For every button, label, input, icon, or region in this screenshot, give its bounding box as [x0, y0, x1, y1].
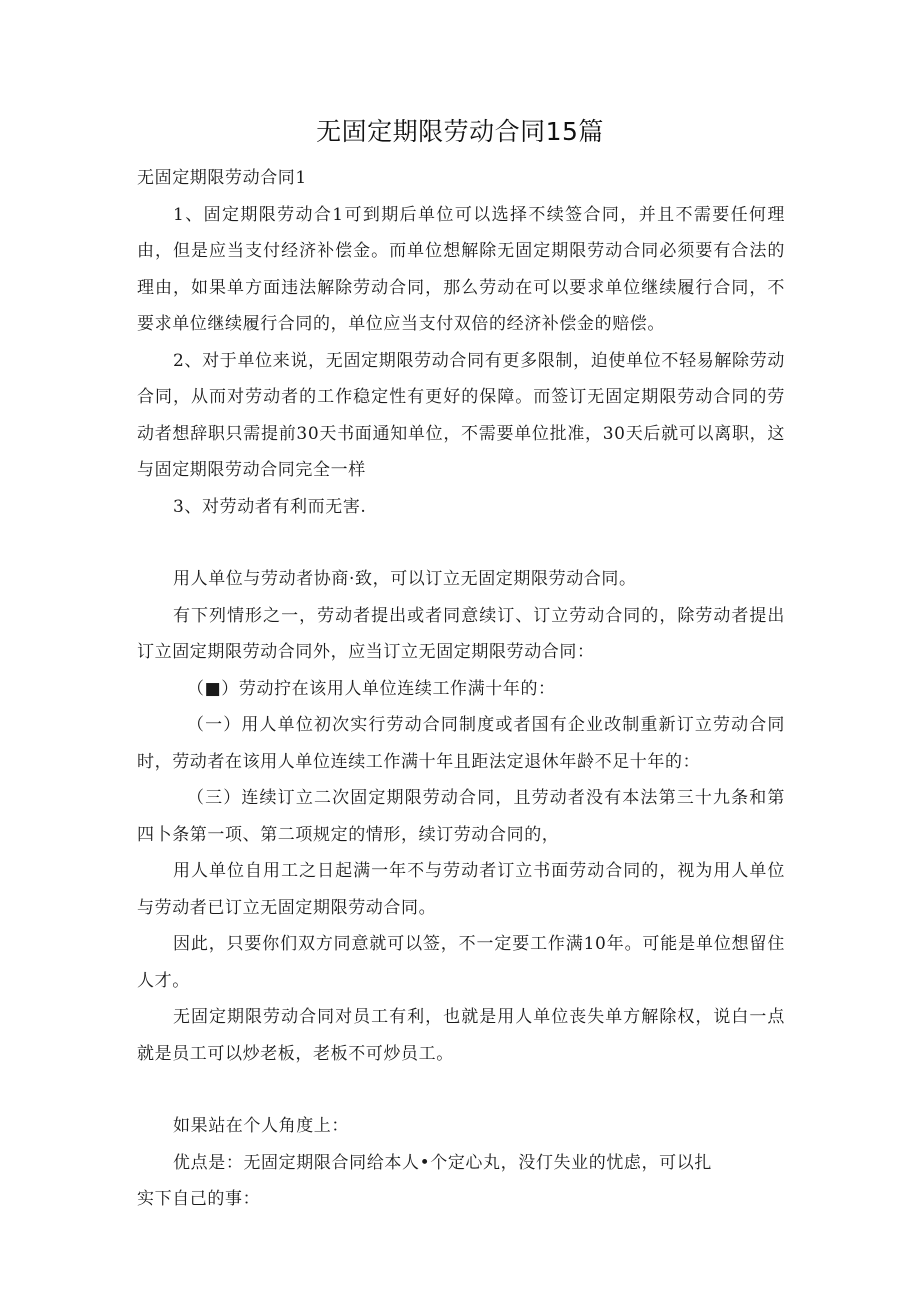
paragraph: 因此，只要你们双方同意就可以签，不一定要工作满10年。可能是单位想留住人才。	[137, 934, 785, 991]
list-item: （■）劳动拧在该用人单位连续工作满十年的：	[187, 678, 556, 699]
paragraph: 用人单位自用工之日起满一年不与劳动者订立书面劳动合同的，视为用人单位与劳动者已订立无固定期限劳动合同。	[137, 861, 785, 918]
paragraph: 优点是：无固定期限合同给本人•个定心丸，没仃失业的忧虑，可以扎实下自己的事：	[137, 1152, 712, 1209]
paragraph-gap	[137, 525, 785, 561]
list-item: （三）连续订立二次固定期限劳动合同，且劳动者没有本法第三十九条和第四卜条第一项、第二项规定的情形，续订劳动合同的，	[137, 788, 785, 845]
paragraph: 无固定期限劳动合同对员工有利，也就是用人单位丧失单方解除权，说白一点就是员工可以炒老板，老板不可炒员工。	[137, 1007, 785, 1064]
paragraph: 用人单位与劳动者协商·致，可以订立无固定期限劳动合同。	[173, 569, 637, 589]
list-item: （一）用人单位初次实行劳动合同制度或者国有企业改制重新订立劳动合同时，劳动者在该用人单位连续工作满十年且距法定退休年龄不足十年的：	[137, 715, 785, 772]
paragraph: 1、固定期限劳动合1可到期后单位可以选择不续签合同，并且不需要任何理由，但是应当支付经济补偿金。而单位想解除无固定期限劳动合同必须要有合法的理由，如果单方面违法解除劳动合同，那么劳动在可以要求单位继续履行合同，不要求单位继续履行合同的，单位应当支付双倍的经济补偿金的赔偿。	[137, 204, 785, 334]
paragraph-gap	[137, 1072, 785, 1108]
paragraph: 3、对劳动者有利而无害.	[173, 496, 367, 517]
document-body	[137, 160, 785, 1218]
paragraph: 如果站在个人角度上：	[173, 1116, 349, 1136]
section-heading: 无固定期限劳动合同1	[137, 168, 307, 188]
paragraph: 2、对于单位来说，无固定期限劳动合同有更多限制，迫使单位不轻易解除劳动合同，从而对劳动者的工作稳定性有更好的保障。而签订无固定期限劳动合同的劳动者想辞职只需提前30天书面通知单位，不需要单位批准，30天后就可以离职，这与固定期限劳动合同完全一样	[137, 350, 785, 480]
paragraph: 有下列情形之一，劳动者提出或者同意续订、订立劳动合同的，除劳动者提出订立固定期限劳动合同外，应当订立无固定期限劳动合同：	[137, 605, 785, 662]
document-title: 无固定期限劳动合同15篇	[316, 117, 604, 146]
